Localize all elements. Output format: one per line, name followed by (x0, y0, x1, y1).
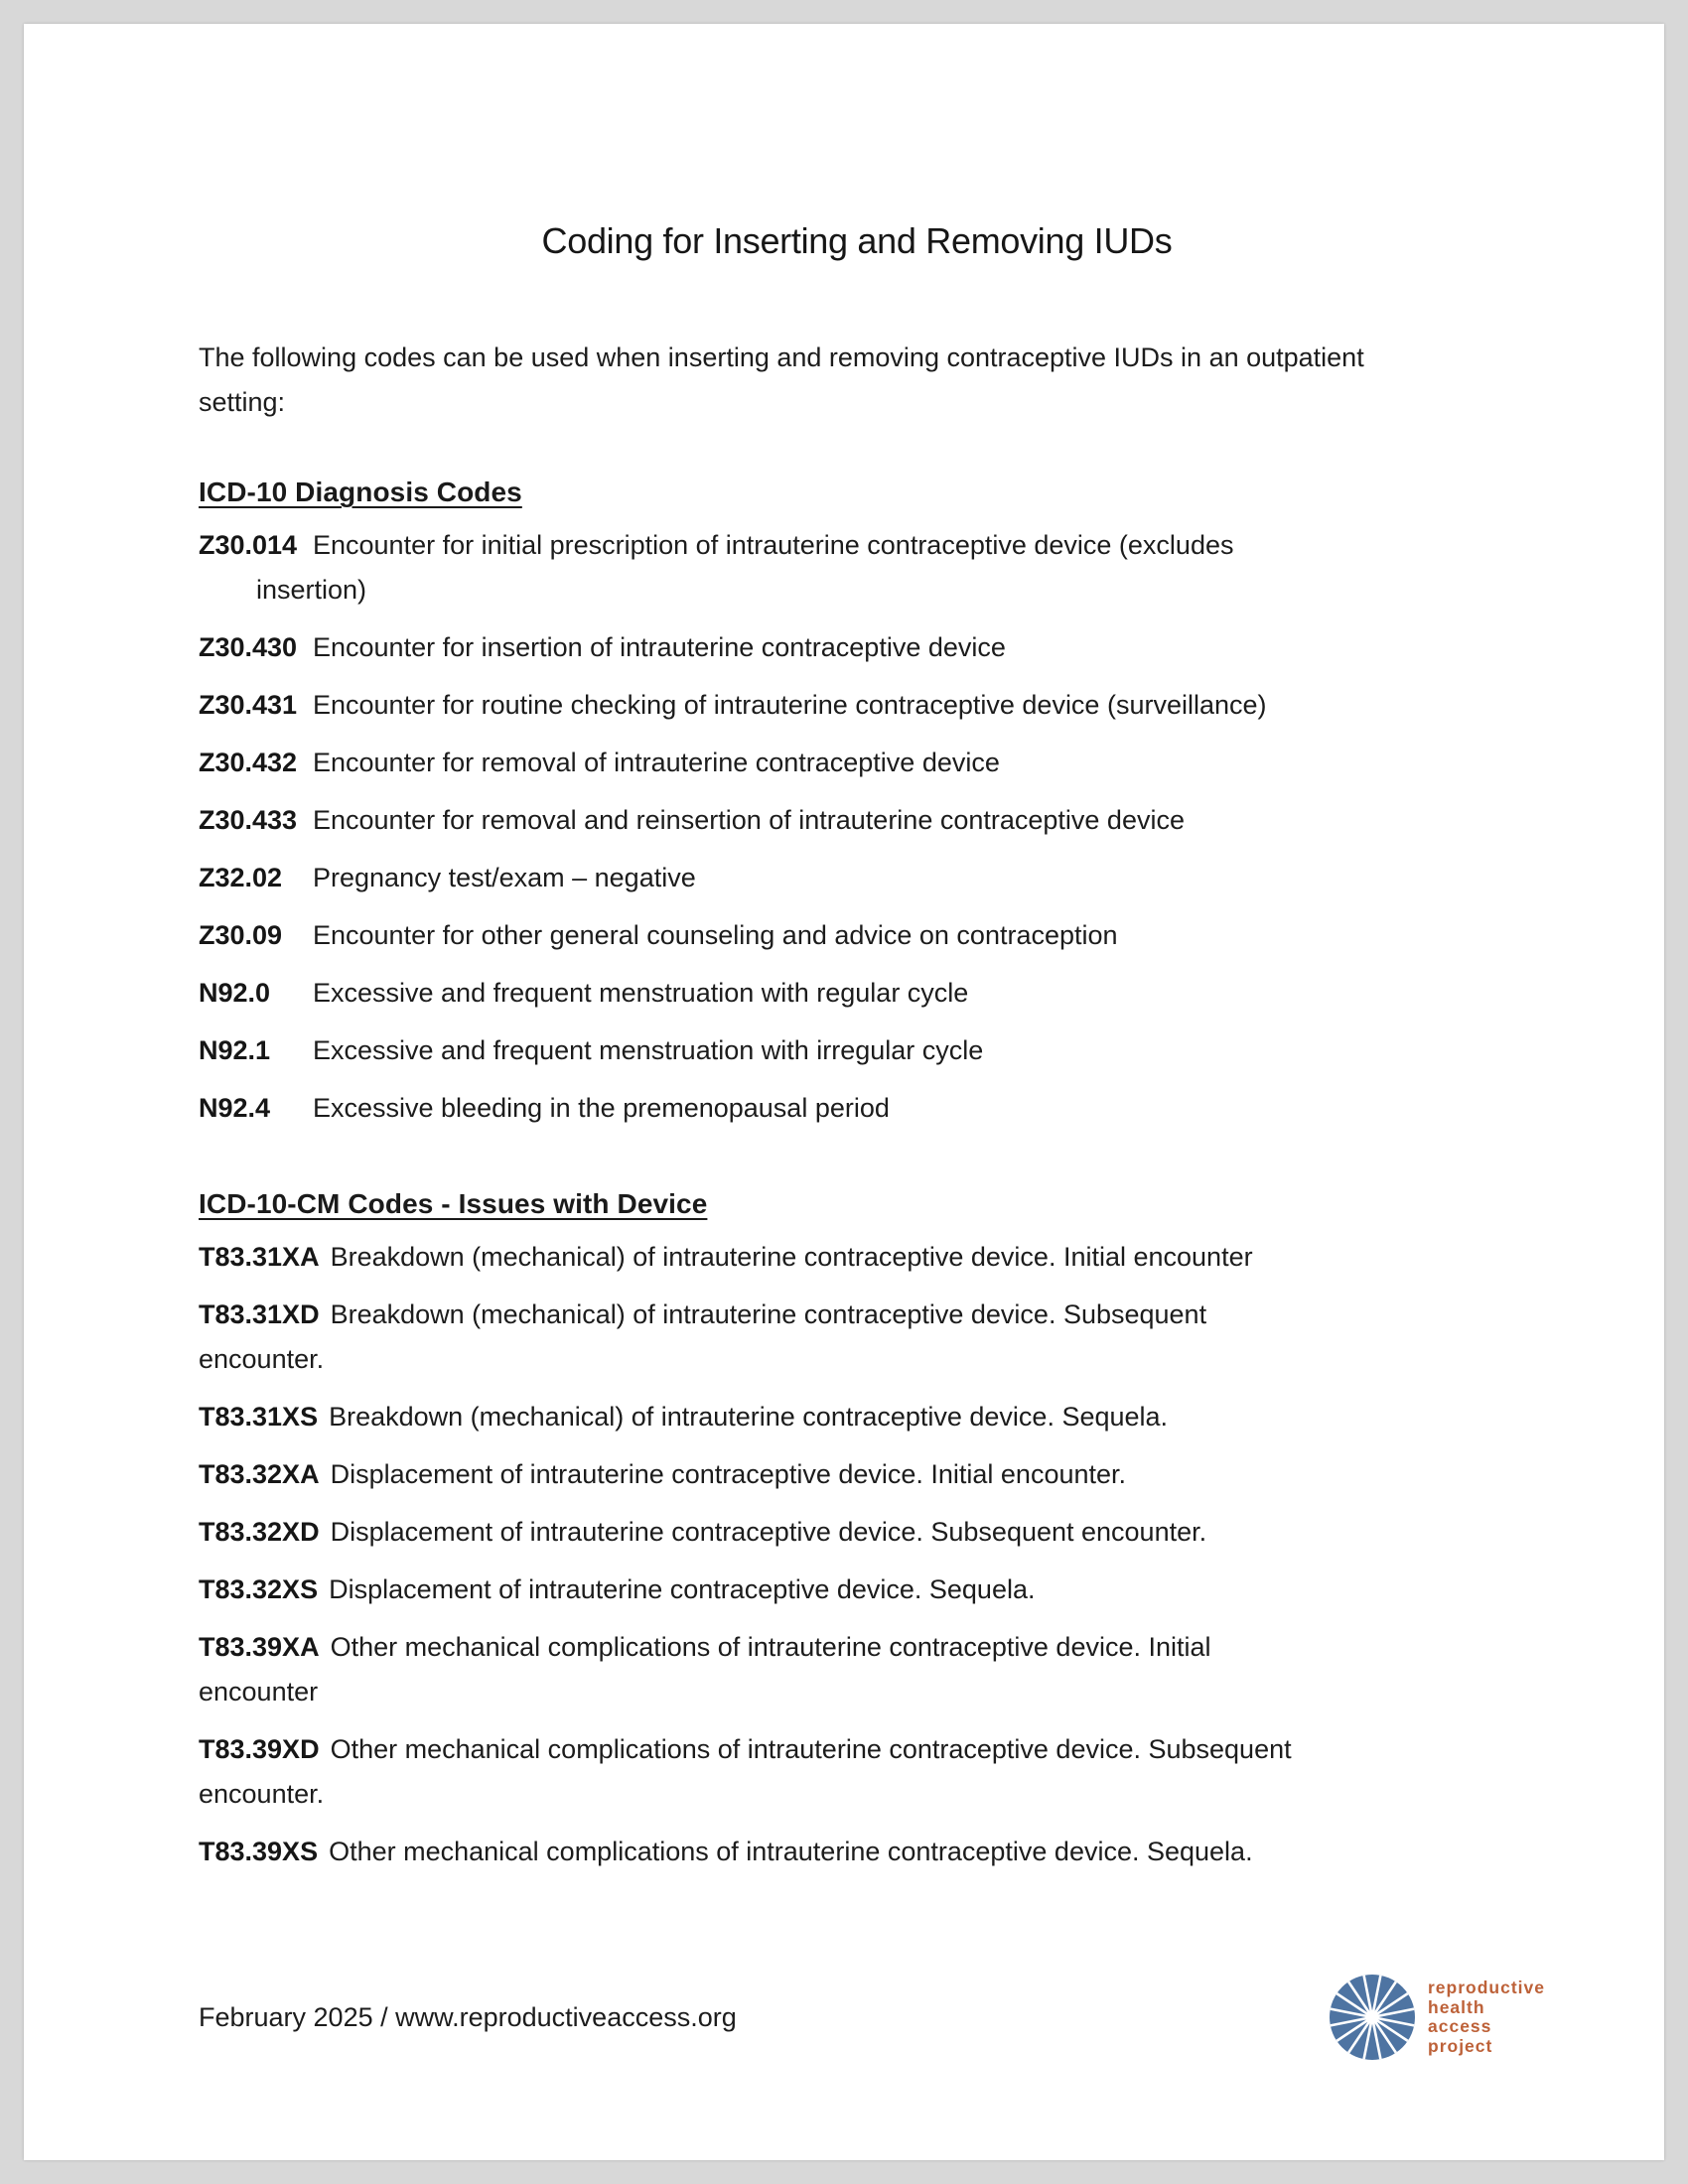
code-description-line2: insertion) (256, 575, 367, 605)
code-label: T83.31XD (199, 1299, 320, 1329)
code-label: Z32.02 (199, 863, 283, 892)
section-items (199, 1235, 1515, 1874)
code-entry (199, 1727, 1489, 1817)
code-description: Encounter for initial prescription of intrauterine contraceptive device (excludes (313, 530, 1234, 560)
code-label: T83.39XS (199, 1837, 319, 1866)
code-label: T83.32XA (199, 1459, 320, 1489)
code-description: Encounter for routine checking of intrauterine contraceptive device (surveillance) (313, 690, 1267, 720)
rhap-logo-wordmark (1428, 1979, 1545, 2056)
code-label: Z30.432 (199, 748, 298, 777)
code-entry (199, 1028, 1489, 1073)
code-sections (199, 477, 1515, 1874)
code-description: Encounter for insertion of intrauterine contraceptive device (313, 632, 1006, 662)
code-entry (199, 971, 1489, 1016)
intro-paragraph: The following codes can be used when inserting and removing contraceptive IUDs in an outpatient setting: (199, 342, 1364, 417)
logo-word: health (1428, 1996, 1485, 2017)
code-description: Excessive and frequent menstruation with regular cycle (313, 978, 969, 1008)
code-description: Excessive and frequent menstruation with irregular cycle (313, 1035, 984, 1065)
code-description: Breakdown (mechanical) of intrauterine contraceptive device. Initial encounter (330, 1242, 1253, 1272)
code-entry (199, 1510, 1489, 1555)
code-entry (199, 683, 1489, 728)
code-label: T83.39XA (199, 1632, 320, 1662)
code-description: Excessive bleeding in the premenopausal period (313, 1093, 890, 1123)
code-entry (199, 1830, 1489, 1874)
code-label: Z30.430 (199, 632, 298, 662)
code-description: Other mechanical complications of intrauterine contraceptive device. Sequela. (329, 1837, 1253, 1866)
code-entry (199, 1086, 1489, 1131)
code-description-line2: encounter. (199, 1344, 325, 1374)
logo-word: reproductive (1428, 1978, 1545, 1997)
logo-word: project (1428, 2035, 1493, 2056)
code-description: Displacement of intrauterine contraceptive device. Initial encounter. (330, 1459, 1127, 1489)
section-heading: ICD-10 Diagnosis Codes (199, 477, 522, 507)
code-entry (199, 741, 1489, 785)
code-entry (199, 1625, 1489, 1714)
section-items (199, 523, 1515, 1131)
code-entry (199, 913, 1489, 958)
code-description-line2: encounter. (199, 1779, 325, 1809)
code-label: T83.39XD (199, 1734, 320, 1764)
document-footer (199, 1972, 1545, 2063)
rhap-logo (1330, 1975, 1545, 2060)
code-label: Z30.433 (199, 805, 298, 835)
code-description: Encounter for removal and reinsertion of intrauterine contraceptive device (313, 805, 1185, 835)
code-entry (199, 1293, 1489, 1382)
sunburst-circle-icon (1330, 1975, 1415, 2060)
code-entry (199, 625, 1489, 670)
code-entry (199, 1395, 1489, 1439)
code-description: Displacement of intrauterine contraceptive device. Sequela. (329, 1574, 1036, 1604)
footer-date-url: February 2025 / www.reproductiveaccess.org (199, 2001, 737, 2032)
document-page (24, 24, 1664, 2160)
code-label: N92.0 (199, 978, 271, 1008)
code-entry (199, 1235, 1489, 1280)
document-title: Coding for Inserting and Removing IUDs (541, 220, 1173, 261)
code-description: Encounter for other general counseling and advice on contraception (313, 920, 1118, 950)
logo-word: access (1428, 2016, 1492, 2036)
code-entry (199, 1452, 1489, 1497)
code-entry (199, 856, 1489, 900)
code-description-line2: encounter (199, 1677, 319, 1706)
code-description: Displacement of intrauterine contraceptive device. Subsequent encounter. (330, 1517, 1207, 1547)
code-label: T83.32XS (199, 1574, 319, 1604)
code-label: T83.31XS (199, 1402, 319, 1432)
code-description: Breakdown (mechanical) of intrauterine contraceptive device. Sequela. (329, 1402, 1169, 1432)
code-entry (199, 523, 1489, 613)
code-description: Other mechanical complications of intrauterine contraceptive device. Subsequent (330, 1734, 1292, 1764)
code-label: N92.1 (199, 1035, 271, 1065)
code-label: Z30.014 (199, 530, 298, 560)
section-heading: ICD-10-CM Codes - Issues with Device (199, 1188, 708, 1219)
code-entry (199, 798, 1489, 843)
code-label: Z30.431 (199, 690, 298, 720)
code-description: Encounter for removal of intrauterine contraceptive device (313, 748, 1000, 777)
code-label: N92.4 (199, 1093, 271, 1123)
code-section (199, 1188, 1515, 1874)
code-label: T83.32XD (199, 1517, 320, 1547)
code-section (199, 477, 1515, 1131)
code-description: Other mechanical complications of intrauterine contraceptive device. Initial (330, 1632, 1211, 1662)
code-label: Z30.09 (199, 920, 283, 950)
code-label: T83.31XA (199, 1242, 320, 1272)
code-description: Breakdown (mechanical) of intrauterine contraceptive device. Subsequent (330, 1299, 1207, 1329)
code-description: Pregnancy test/exam – negative (313, 863, 696, 892)
code-entry (199, 1568, 1489, 1612)
